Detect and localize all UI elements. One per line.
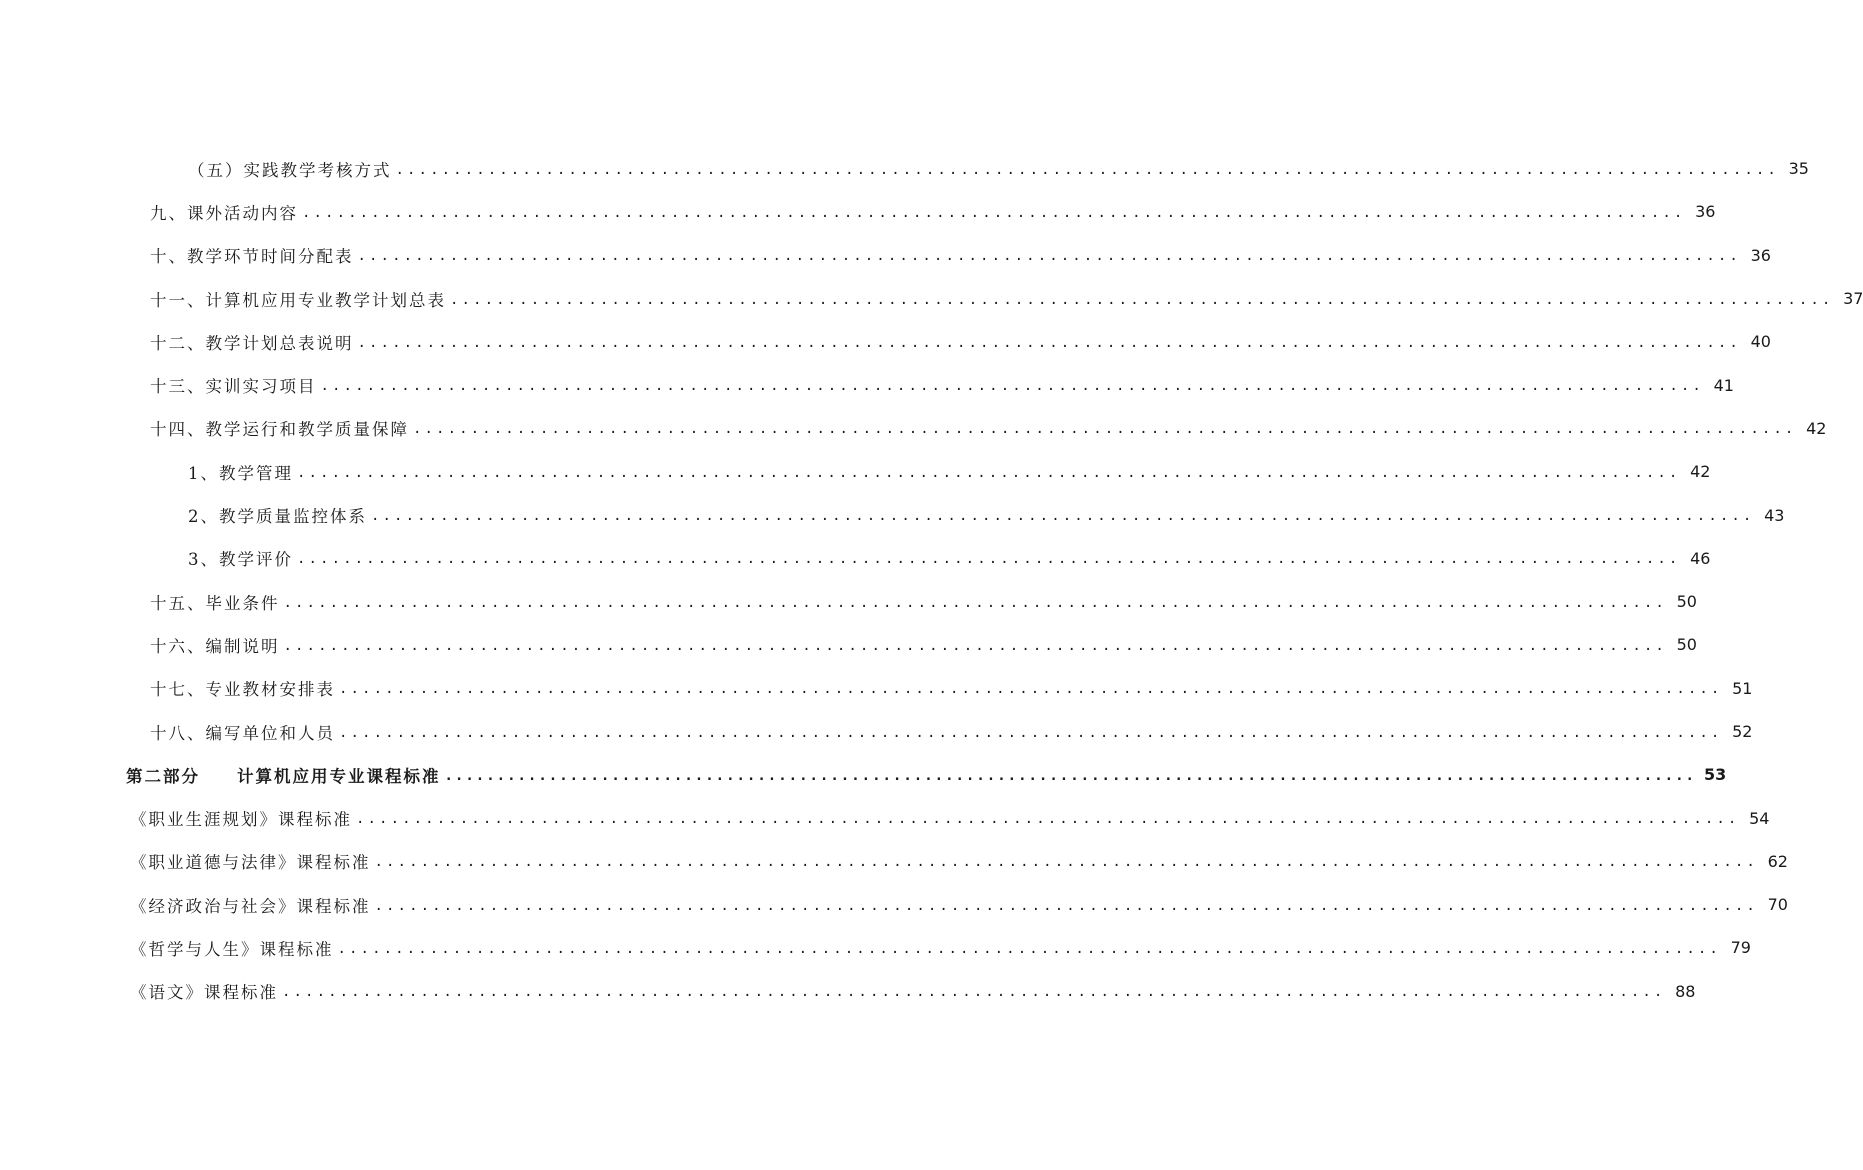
toc-entry-page: 43	[1764, 505, 1785, 525]
toc-entry-economics-politics[interactable]	[0, 883, 1788, 926]
dot-leader: ........................................................................................................................	[297, 464, 1681, 481]
toc-entry-graduation[interactable]	[0, 580, 1697, 623]
toc-entry-career-planning[interactable]	[0, 796, 1770, 839]
dot-leader: ........................................................................................................................	[374, 854, 1758, 871]
dot-leader: ........................................................................................................................	[283, 594, 1667, 611]
toc-entry-training-projects[interactable]	[0, 363, 1734, 406]
toc-entry-page: 62	[1767, 851, 1788, 871]
toc-entry-page: 41	[1713, 375, 1734, 395]
toc-entry-title: 十六、编制说明	[150, 636, 280, 656]
toc-entry-title: 《职业生涯规划》课程标准	[130, 810, 352, 830]
toc-entry-title: 第二部分 计算机应用专业课程标准	[126, 766, 441, 786]
toc-entry-title: 十、教学环节时间分配表	[150, 247, 354, 267]
table-of-contents	[0, 147, 1863, 1013]
toc-entry-title: 1、教学管理	[188, 463, 293, 483]
toc-entry-title: 十三、实训实习项目	[150, 377, 317, 397]
toc-entry-quality-assurance[interactable]	[0, 407, 1827, 450]
toc-entry-title: 十五、毕业条件	[150, 593, 280, 613]
toc-entry-page: 51	[1732, 678, 1753, 698]
toc-entry-title: 2、教学质量监控体系	[188, 507, 367, 527]
dot-leader: ........................................................................................................................	[444, 767, 1696, 784]
toc-entry-plan-notes[interactable]	[0, 320, 1771, 363]
toc-entry-quality-monitoring[interactable]	[0, 493, 1785, 536]
dot-leader: ........................................................................................................................	[339, 681, 1723, 698]
toc-entry-title: 《语文》课程标准	[130, 983, 278, 1003]
toc-entry-extracurricular[interactable]	[0, 190, 1716, 233]
toc-entry-title: （五）实践教学考核方式	[188, 160, 392, 180]
toc-entry-title: 《职业道德与法律》课程标准	[130, 853, 371, 873]
toc-entry-part-two[interactable]	[0, 753, 1727, 796]
toc-entry-page: 54	[1749, 808, 1770, 828]
dot-leader: ........................................................................................................................	[302, 204, 1686, 221]
dot-leader: ........................................................................................................................	[450, 291, 1834, 308]
dot-leader: ........................................................................................................................	[374, 897, 1758, 914]
toc-entry-page: 42	[1806, 418, 1827, 438]
toc-entry-ethics-law[interactable]	[0, 840, 1788, 883]
toc-entry-page: 35	[1788, 159, 1809, 179]
dot-leader: ........................................................................................................................	[337, 940, 1721, 957]
dot-leader: ........................................................................................................................	[282, 984, 1666, 1001]
toc-entry-page: 36	[1695, 202, 1716, 222]
toc-entry-compilation-notes[interactable]	[0, 623, 1697, 666]
toc-entry-teaching-plan-table[interactable]	[0, 277, 1863, 320]
dot-leader: ........................................................................................................................	[283, 637, 1667, 654]
dot-leader: ........................................................................................................................	[320, 378, 1704, 395]
toc-entry-title: 十四、教学运行和教学质量保障	[150, 420, 409, 440]
toc-entry-title: 十八、编写单位和人员	[150, 723, 335, 743]
toc-entry-page: 70	[1767, 895, 1788, 915]
toc-entry-page: 50	[1676, 592, 1697, 612]
toc-entry-page: 46	[1690, 548, 1711, 568]
toc-entry-teaching-evaluation[interactable]	[0, 537, 1711, 580]
toc-entry-chinese[interactable]	[0, 970, 1696, 1013]
toc-entry-title: 十二、教学计划总表说明	[150, 333, 354, 353]
toc-entry-philosophy[interactable]	[0, 926, 1751, 969]
toc-entry-page: 40	[1750, 332, 1771, 352]
toc-entry-title: 3、教学评价	[188, 550, 293, 570]
dot-leader: ........................................................................................................................	[356, 811, 1740, 828]
toc-entry-page: 50	[1676, 635, 1697, 655]
toc-entry-page: 79	[1730, 938, 1751, 958]
toc-entry-page: 37	[1843, 289, 1863, 309]
dot-leader: ........................................................................................................................	[357, 248, 1741, 265]
toc-entry-title: 十七、专业教材安排表	[150, 680, 335, 700]
toc-entry-page: 42	[1690, 462, 1711, 482]
toc-entry-authors[interactable]	[0, 710, 1753, 753]
dot-leader: ........................................................................................................................	[297, 551, 1681, 568]
dot-leader: ........................................................................................................................	[339, 724, 1723, 741]
toc-entry-page: 53	[1703, 765, 1727, 785]
toc-entry-page: 36	[1750, 245, 1771, 265]
dot-leader: ........................................................................................................................	[371, 508, 1755, 525]
dot-leader: ........................................................................................................................	[413, 421, 1797, 438]
toc-entry-practice-assessment[interactable]	[0, 147, 1809, 190]
dot-leader: ........................................................................................................................	[395, 161, 1779, 178]
toc-entry-title: 九、课外活动内容	[150, 203, 298, 223]
toc-entry-page: 88	[1675, 981, 1696, 1001]
dot-leader: ........................................................................................................................	[357, 334, 1741, 351]
toc-entry-time-allocation[interactable]	[0, 234, 1771, 277]
toc-entry-title: 《经济政治与社会》课程标准	[130, 896, 371, 916]
toc-entry-title: 十一、计算机应用专业教学计划总表	[150, 290, 446, 310]
toc-entry-textbooks[interactable]	[0, 667, 1753, 710]
toc-entry-page: 52	[1732, 722, 1753, 741]
toc-entry-title: 《哲学与人生》课程标准	[130, 939, 334, 959]
toc-entry-teaching-management[interactable]	[0, 450, 1711, 493]
